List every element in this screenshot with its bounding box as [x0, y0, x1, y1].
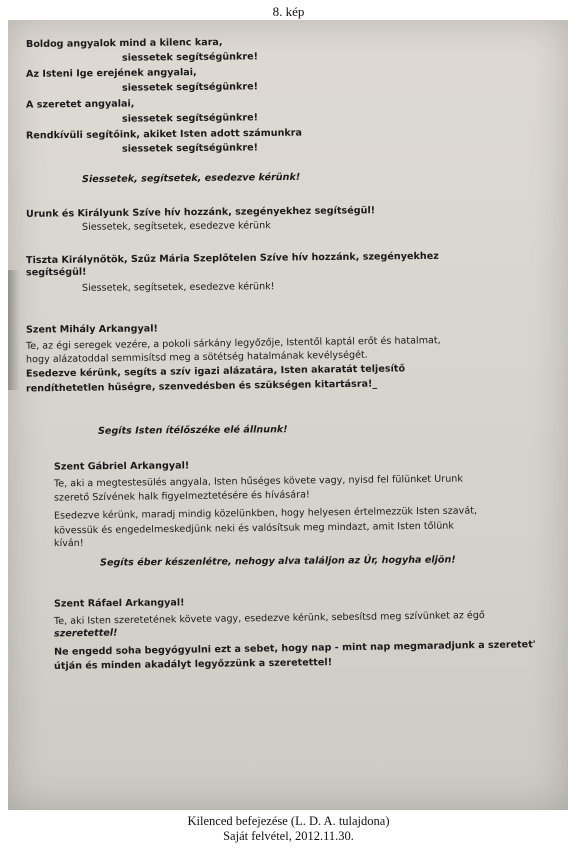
figure-label: 8. kép — [272, 4, 305, 19]
caption-line-2: Saját felvétel, 2012.11.30. — [223, 829, 354, 843]
doc-line: Te, aki a megtestesülés angyala, Isten hűséges követe vagy, nyisd fel fülünket Urunk — [53, 473, 463, 490]
doc-line: Tiszta Királynőtök, Szűz Mária Szeplőtelen Szíve hív hozzánk, szegényekhez — [25, 250, 439, 267]
doc-line: útján és minden akadályt legyőzzünk a szeretettel! — [53, 657, 333, 672]
document-photo — [8, 20, 568, 810]
doc-line: rendíthetetlen hűségre, szenvedésben és szükségen kitartásra!_ — [25, 378, 378, 395]
doc-line: Te, az égi seregek vezére, a pokoli sárkány legyőzője, Istentől kaptál erőt és hatalmat, — [25, 335, 441, 352]
doc-line: segítségül! — [25, 266, 87, 279]
doc-line: Ne engedd soha begyógyulni ezt a sebet, hogy nap - mint nap megmaradjunk a szeretet' — [53, 639, 536, 658]
doc-line: szerető Szívének halk figyelmeztetésére és hívására! — [53, 489, 310, 504]
doc-line: kövessük és engedelmeskedjünk neki és valósítsuk meg mindazt, amit Isten tőlünk — [53, 520, 454, 537]
doc-line: Segíts éber készenlétre, nehogy alva találjon az Úr, hogyha eljön! — [99, 554, 456, 569]
doc-line: Rendkívüli segítőink, akiket Isten adott számunkra — [25, 127, 303, 142]
doc-line: Szent Ráfael Arkangyal! — [53, 597, 185, 610]
doc-line: siessetek segítségünkre! — [121, 112, 259, 125]
doc-line: siessetek segítségünkre! — [121, 142, 259, 155]
doc-line: siessetek segítségünkre! — [121, 51, 259, 64]
doc-line: Boldog angyalok mind a kilenc kara, — [25, 36, 223, 51]
doc-line: Szent Gábriel Arkangyal! — [53, 460, 190, 473]
doc-line: kíván! — [53, 537, 84, 550]
doc-line: A szeretet angyalai, — [25, 98, 135, 111]
doc-line: szeretettel! — [53, 627, 118, 640]
doc-line: Siessetek, segítsetek, esedezve kérünk! — [81, 171, 301, 186]
doc-line: Esedezve kérünk, maradj mindig közelünkben, hogy helyesen értelmezzük Isten szavát, — [53, 505, 478, 522]
caption-line-1: Kilenced befejezése (L. D. A. tulajdona) — [187, 814, 390, 828]
doc-line: siessetek segítségünkre! — [121, 81, 259, 94]
doc-line: Te, aki Isten szeretetének követe vagy, esedezve kérünk, sebesítsd meg szívünket az égő — [53, 609, 485, 628]
doc-line: Urunk és Királyunk Szíve hív hozzánk, szegényekhez segítségül! — [25, 205, 376, 220]
doc-line: hogy alázatoddal semmisítsd meg a sötétség hatalmának kevélységét. — [25, 349, 368, 366]
prayer-sheet — [8, 20, 568, 810]
doc-line: Siessetek, segítsetek, esedezve kérünk — [81, 220, 271, 233]
doc-line: Segíts Isten ítélőszéke elé állnunk! — [97, 424, 288, 437]
doc-line: Esedezve kérünk, segíts a szív igazi alázatára, Isten akaratát teljesítő — [25, 363, 406, 380]
doc-line: Szent Mihály Arkangyal! — [25, 323, 158, 336]
doc-line: Az Isteni Ige erejének angyalai, — [25, 67, 197, 80]
doc-line: Siessetek, segítsetek, esedezve kérünk! — [81, 281, 275, 294]
